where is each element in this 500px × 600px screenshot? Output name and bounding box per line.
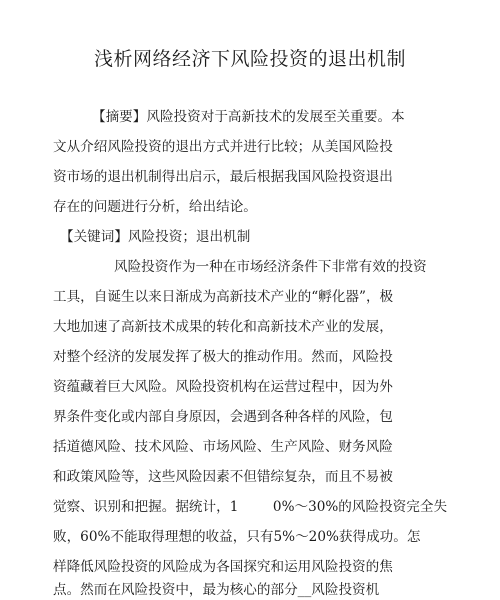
body-line: 工具，自诞生以来日渐成为高新技术产业的“孵化器”，极 bbox=[53, 289, 394, 305]
body-line: 觉察、识别和把握。据统计，1 0%～30%的风险投资完全失 bbox=[53, 499, 448, 515]
body-line: 括道德风险、技术风险、市场风险、生产风险、财务风险 bbox=[53, 439, 393, 455]
body-line: 界条件变化或内部自身原因，会遇到各种各样的风险，包 bbox=[53, 409, 393, 425]
abstract-line: 【摘要】风险投资对于高新技术的发展至关重要。本 bbox=[92, 109, 405, 125]
body-line: 资蕴藏着巨大风险。风险投资机构在运营过程中，因为外 bbox=[53, 379, 393, 395]
body-line: 对整个经济的发展发挥了极大的推动作用。然而，风险投 bbox=[53, 349, 393, 365]
body-line: 败，60%不能取得理想的收益，只有5%～20%获得成功。怎 bbox=[53, 529, 421, 545]
body-line: 点。然而在风险投资中，最为核心的部分__风险投资机 bbox=[53, 582, 380, 598]
abstract-line: 存在的问题进行分析，给出结论。 bbox=[53, 199, 257, 215]
abstract-line: 文从介绍风险投资的退出方式并进行比较；从美国风险投 bbox=[53, 139, 393, 155]
body-line: 大地加速了高新技术成果的转化和高新技术产业的发展， bbox=[53, 319, 393, 335]
document-title: 浅析网络经济下风险投资的退出机制 bbox=[93, 48, 406, 70]
keywords-line: 【关键词】风险投资；退出机制 bbox=[60, 229, 251, 245]
body-line: 和政策风险等，这些风险因素不但错综复杂，而且不易被 bbox=[53, 469, 393, 485]
abstract-line: 资市场的退出机制得出启示，最后根据我国风险投资退出 bbox=[53, 169, 393, 185]
body-line: 样降低风险投资的风险成为各国探究和运用风险投资的焦 bbox=[53, 559, 393, 575]
body-line: 风险投资作为一种在市场经济条件下非常有效的投资 bbox=[114, 259, 427, 275]
